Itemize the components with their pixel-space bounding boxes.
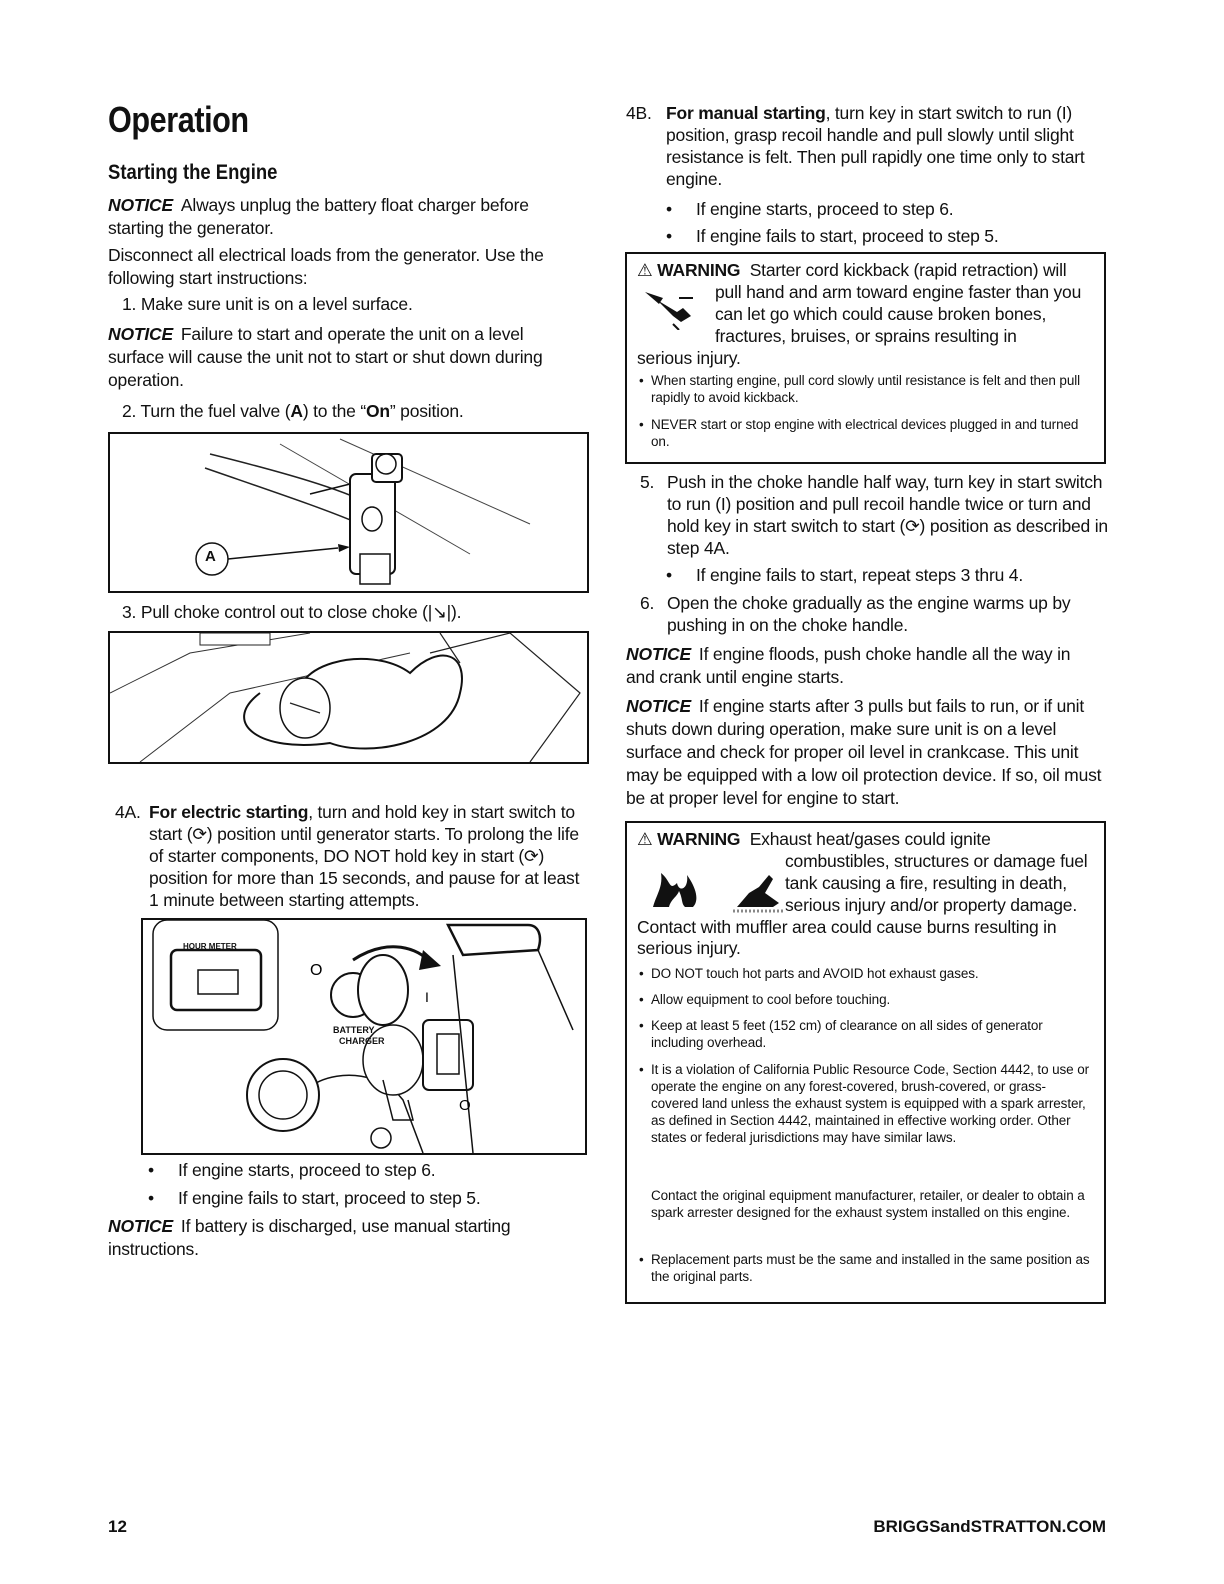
notice-fails-to-run <box>626 695 1106 810</box>
notice-text: Always unplug the battery float charger before starting the generator. <box>108 195 529 238</box>
warning-label: WARNING <box>657 829 741 849</box>
bullet-engine-fails: • If engine fails to start, proceed to step 5. <box>178 1187 588 1210</box>
notice-label: NOTICE <box>108 1216 173 1236</box>
website-link[interactable]: BRIGGSandSTRATTON.COM <box>873 1517 1106 1536</box>
notice-text: If engine starts after 3 pulls but fails to run, or if unit shuts down during operation, make sure unit is on a level surface and check for proper oil level in crankcase. This unit may be equipped with a low oil protection device. If so, oil must be at proper level for engine to start. <box>626 696 1102 808</box>
notice-label: NOTICE <box>108 324 173 344</box>
callout-a-label: A <box>205 548 216 565</box>
step-2: 2. Turn the fuel valve (A) to the “On” position. <box>122 401 464 421</box>
battery-label: BATTERY <box>333 1025 375 1035</box>
bullet-repeat-steps: • If engine fails to start, repeat steps 3 thru 4. <box>696 564 1096 587</box>
warning-triangle-icon: ⚠ <box>637 260 653 280</box>
bullet-engine-starts: • If engine starts, proceed to step 6. <box>178 1159 588 1182</box>
svg-text:O: O <box>459 1097 471 1114</box>
step-3: 3. Pull choke control out to close choke (|↘|). <box>122 602 462 622</box>
section-title: Starting the Engine <box>108 161 278 184</box>
notice-battery-charger <box>108 194 578 240</box>
warning-label: WARNING <box>657 260 741 280</box>
kickback-hand-icon <box>643 288 701 330</box>
step-1: 1. Make sure unit is on a level surface. <box>122 294 413 314</box>
page-number: 12 <box>108 1517 127 1536</box>
intro-text: Disconnect all electrical loads from the generator. Use the following start instructions: <box>108 245 544 288</box>
warning-exhaust-box: ⚠ WARNING Exhaust heat/gases could ignite combustibles, structures or damage fuel tank causing a fire, resulting in death, serious injury and/or property damage. Contact with muffler area could cause burns resulting in serious injury. • DO NOT touch hot parts and AVOID hot exhaust gases. • Allow equipment to cool before touching. • Keep at least 5 feet (152 cm) of clearance on all sides of generator including overhead. • It is a violation of California Public Resource Code, Section 4442, to use or operate the engine on any forest-covered, brush-covered, or grass-covered land unless the exhaust system is equipped with a spark arrester, as defined in Section 4442, maintained in effective working order. Other states or federal jurisdictions may have similar laws. Contact the original equipment manufacturer, retailer, or dealer to obtain a spark arrester designed for the exhaust system installed on this engine. • Replacement parts must be the same and installed in the same position as the original parts. <box>625 821 1106 1304</box>
svg-text:I: I <box>425 989 429 1005</box>
notice-label: NOTICE <box>626 644 691 664</box>
bullet-4b-starts: • If engine starts, proceed to step 6. <box>696 198 1096 221</box>
hour-meter-label: HOUR METER <box>183 942 237 951</box>
fuel-valve-illustration <box>110 434 587 591</box>
bullet-4b-fails: • If engine fails to start, proceed to step 5. <box>696 225 1096 248</box>
fuel-valve-figure <box>108 432 589 593</box>
choke-illustration <box>110 633 587 762</box>
choke-figure <box>108 631 589 764</box>
notice-label: NOTICE <box>108 195 173 215</box>
notice-text: If engine floods, push choke handle all the way in and crank until engine starts. <box>626 644 1071 687</box>
fire-and-hot-surface-icons <box>649 863 789 913</box>
page-title: Operation <box>108 99 249 140</box>
notice-battery-discharged <box>108 1215 578 1261</box>
notice-text: If battery is discharged, use manual starting instructions. <box>108 1216 511 1259</box>
notice-text: Failure to start and operate the unit on a level surface will cause the unit not to start or shut down during operation. <box>108 324 543 390</box>
notice-engine-floods <box>626 643 1101 689</box>
step-4b: 4B. For manual starting, turn key in start switch to run (I) position, grasp recoil handle and pull slowly until slight resistance is felt. Then pull rapidly one time only to start engine. <box>626 103 1085 189</box>
step-5: 5. Push in the choke handle half way, turn key in start switch to run (I) position and pull recoil handle twice or turn and hold key in start switch to start (⟳) position as described in step 4A. <box>640 472 1108 558</box>
key-switch-figure <box>141 918 587 1155</box>
step-4a: 4A. For electric starting, turn and hold key in start switch to start (⟳) position until generator starts. To prolong the life of starter components, DO NOT hold key in start (⟳) position for more than 15 seconds, and pause for at least 1 minute between starting attempts. <box>115 802 580 910</box>
charger-label: CHARGER <box>339 1036 385 1046</box>
step-6: 6. Open the choke gradually as the engine warms up by pushing in on the choke handle. <box>640 593 1071 635</box>
svg-text:O: O <box>310 962 323 979</box>
warning-triangle-icon: ⚠ <box>637 829 653 849</box>
notice-label: NOTICE <box>626 696 691 716</box>
hot-surface-hand-icon <box>737 875 779 907</box>
warning-kickback-box: ⚠ WARNING Starter cord kickback (rapid retraction) will pull hand and arm toward engine faster than you can let go which could cause broken bones, fractures, bruises, or sprains resulting in serious injury. • When starting engine, pull cord slowly until resistance is felt and then pull rapidly to avoid kickback. • NEVER start or stop engine with electrical devices plugged in and turned on. <box>625 252 1106 464</box>
notice-level-surface <box>108 323 578 392</box>
